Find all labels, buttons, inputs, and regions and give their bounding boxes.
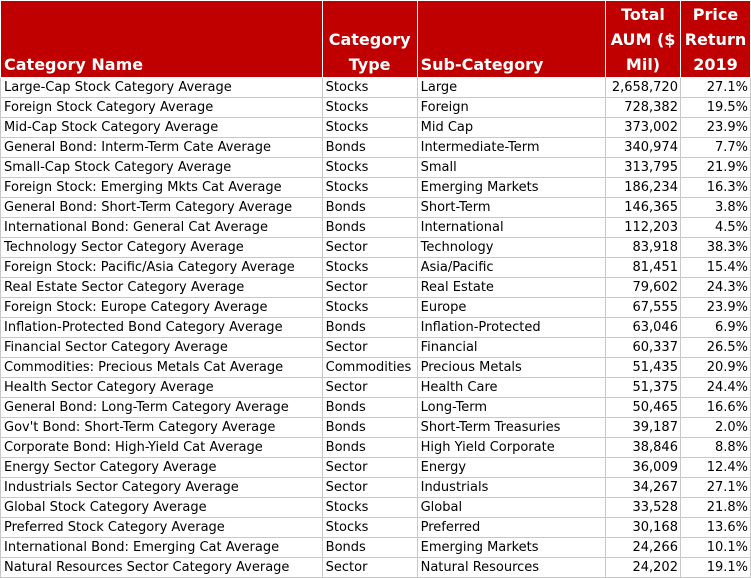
cell-category-name: Foreign Stock: Emerging Mkts Cat Average	[1, 178, 323, 198]
cell-sub-category: High Yield Corporate	[417, 438, 605, 458]
table-row	[1, 518, 751, 538]
cell-total-aum: 51,435	[606, 358, 681, 378]
cell-sub-category: Financial	[417, 338, 605, 358]
cell-sub-category: Industrials	[417, 478, 605, 498]
header-row	[1, 1, 751, 78]
cell-category-type: Bonds	[322, 398, 417, 418]
cell-category-name: Foreign Stock Category Average	[1, 98, 323, 118]
cell-sub-category: Precious Metals	[417, 358, 605, 378]
cell-category-type: Stocks	[322, 258, 417, 278]
cell-price-return: 13.6%	[680, 518, 750, 538]
table-row	[1, 358, 751, 378]
cell-category-name: Small-Cap Stock Category Average	[1, 158, 323, 178]
cell-price-return: 2.0%	[680, 418, 750, 438]
cell-price-return: 21.8%	[680, 498, 750, 518]
cell-total-aum: 24,202	[606, 558, 681, 578]
cell-total-aum: 2,658,720	[606, 78, 681, 98]
cell-total-aum: 24,266	[606, 538, 681, 558]
cell-category-type: Bonds	[322, 138, 417, 158]
cell-total-aum: 373,002	[606, 118, 681, 138]
cell-category-name: Global Stock Category Average	[1, 498, 323, 518]
cell-price-return: 16.6%	[680, 398, 750, 418]
cell-sub-category: Emerging Markets	[417, 538, 605, 558]
cell-sub-category: Natural Resources	[417, 558, 605, 578]
cell-price-return: 21.9%	[680, 158, 750, 178]
cell-sub-category: Asia/Pacific	[417, 258, 605, 278]
cell-sub-category: Short-Term	[417, 198, 605, 218]
table-row	[1, 78, 751, 98]
table-row	[1, 198, 751, 218]
cell-category-type: Sector	[322, 378, 417, 398]
cell-category-name: International Bond: General Cat Average	[1, 218, 323, 238]
header-total-aum	[606, 1, 681, 78]
cell-category-name: General Bond: Interm-Term Cate Average	[1, 138, 323, 158]
table-row	[1, 318, 751, 338]
cell-total-aum: 63,046	[606, 318, 681, 338]
cell-category-name: Inflation-Protected Bond Category Average	[1, 318, 323, 338]
cell-category-name: Gov't Bond: Short-Term Category Average	[1, 418, 323, 438]
table-body	[1, 78, 751, 578]
header-sub-category	[417, 1, 605, 78]
cell-category-name: Health Sector Category Average	[1, 378, 323, 398]
cell-total-aum: 112,203	[606, 218, 681, 238]
cell-price-return: 20.9%	[680, 358, 750, 378]
cell-category-name: Commodities: Precious Metals Cat Average	[1, 358, 323, 378]
cell-category-type: Bonds	[322, 418, 417, 438]
cell-category-type: Sector	[322, 238, 417, 258]
cell-price-return: 19.1%	[680, 558, 750, 578]
cell-category-type: Stocks	[322, 158, 417, 178]
header-total-aum-line2: AUM ($	[610, 30, 676, 49]
cell-category-type: Sector	[322, 338, 417, 358]
cell-category-type: Stocks	[322, 178, 417, 198]
cell-category-type: Commodities	[322, 358, 417, 378]
cell-price-return: 27.1%	[680, 78, 750, 98]
cell-sub-category: Preferred	[417, 518, 605, 538]
cell-total-aum: 83,918	[606, 238, 681, 258]
table-row	[1, 278, 751, 298]
header-total-aum-line1: Total	[621, 5, 665, 24]
cell-sub-category: Intermediate-Term	[417, 138, 605, 158]
cell-sub-category: Inflation-Protected	[417, 318, 605, 338]
cell-total-aum: 38,846	[606, 438, 681, 458]
cell-category-type: Bonds	[322, 538, 417, 558]
cell-price-return: 3.8%	[680, 198, 750, 218]
cell-category-name: Technology Sector Category Average	[1, 238, 323, 258]
cell-category-type: Stocks	[322, 78, 417, 98]
cell-price-return: 8.8%	[680, 438, 750, 458]
cell-total-aum: 33,528	[606, 498, 681, 518]
cell-category-name: Large-Cap Stock Category Average	[1, 78, 323, 98]
header-price-return-line3: 2019	[693, 55, 738, 74]
cell-category-type: Sector	[322, 558, 417, 578]
cell-sub-category: Foreign	[417, 98, 605, 118]
cell-sub-category: Small	[417, 158, 605, 178]
cell-price-return: 19.5%	[680, 98, 750, 118]
cell-category-type: Bonds	[322, 318, 417, 338]
header-category-name-text: Category Name	[4, 55, 144, 74]
cell-total-aum: 67,555	[606, 298, 681, 318]
cell-sub-category: Emerging Markets	[417, 178, 605, 198]
table-row	[1, 218, 751, 238]
cell-price-return: 26.5%	[680, 338, 750, 358]
cell-sub-category: Global	[417, 498, 605, 518]
cell-sub-category: Long-Term	[417, 398, 605, 418]
cell-category-name: Foreign Stock: Europe Category Average	[1, 298, 323, 318]
cell-category-type: Bonds	[322, 198, 417, 218]
cell-price-return: 16.3%	[680, 178, 750, 198]
table-row	[1, 458, 751, 478]
cell-category-name: General Bond: Long-Term Category Average	[1, 398, 323, 418]
table-row	[1, 258, 751, 278]
table-row	[1, 298, 751, 318]
cell-category-name: Foreign Stock: Pacific/Asia Category Average	[1, 258, 323, 278]
table-row	[1, 478, 751, 498]
cell-total-aum: 36,009	[606, 458, 681, 478]
table-row	[1, 498, 751, 518]
cell-category-name: Energy Sector Category Average	[1, 458, 323, 478]
cell-total-aum: 34,267	[606, 478, 681, 498]
cell-category-name: Mid-Cap Stock Category Average	[1, 118, 323, 138]
cell-price-return: 12.4%	[680, 458, 750, 478]
cell-sub-category: Mid Cap	[417, 118, 605, 138]
cell-sub-category: Real Estate	[417, 278, 605, 298]
cell-price-return: 10.1%	[680, 538, 750, 558]
cell-total-aum: 146,365	[606, 198, 681, 218]
cell-price-return: 23.9%	[680, 298, 750, 318]
cell-category-type: Stocks	[322, 98, 417, 118]
cell-total-aum: 81,451	[606, 258, 681, 278]
cell-category-name: Real Estate Sector Category Average	[1, 278, 323, 298]
cell-category-type: Sector	[322, 478, 417, 498]
cell-total-aum: 186,234	[606, 178, 681, 198]
header-category-name	[1, 1, 323, 78]
table-row	[1, 338, 751, 358]
header-price-return	[680, 1, 750, 78]
header-category-type-line1: Category	[328, 30, 411, 49]
table-row	[1, 558, 751, 578]
header-price-return-line1: Price	[692, 5, 739, 24]
table-row	[1, 418, 751, 438]
cell-category-name: Financial Sector Category Average	[1, 338, 323, 358]
table-row	[1, 138, 751, 158]
header-total-aum-line3: Mil)	[625, 55, 661, 74]
cell-category-name: Preferred Stock Category Average	[1, 518, 323, 538]
cell-category-name: Corporate Bond: High-Yield Cat Average	[1, 438, 323, 458]
cell-total-aum: 313,795	[606, 158, 681, 178]
table-row	[1, 438, 751, 458]
table-row	[1, 118, 751, 138]
table-row	[1, 98, 751, 118]
cell-sub-category: Energy	[417, 458, 605, 478]
cell-category-name: Industrials Sector Category Average	[1, 478, 323, 498]
cell-category-type: Bonds	[322, 218, 417, 238]
cell-total-aum: 60,337	[606, 338, 681, 358]
cell-category-name: General Bond: Short-Term Category Average	[1, 198, 323, 218]
cell-price-return: 6.9%	[680, 318, 750, 338]
header-category-type	[322, 1, 417, 78]
cell-total-aum: 30,168	[606, 518, 681, 538]
cell-price-return: 38.3%	[680, 238, 750, 258]
cell-price-return: 15.4%	[680, 258, 750, 278]
cell-price-return: 27.1%	[680, 478, 750, 498]
cell-total-aum: 79,602	[606, 278, 681, 298]
cell-price-return: 4.5%	[680, 218, 750, 238]
header-category-type-line2: Type	[348, 55, 391, 74]
cell-category-type: Bonds	[322, 438, 417, 458]
cell-total-aum: 50,465	[606, 398, 681, 418]
cell-category-type: Stocks	[322, 118, 417, 138]
cell-price-return: 23.9%	[680, 118, 750, 138]
table-row	[1, 538, 751, 558]
cell-category-name: International Bond: Emerging Cat Average	[1, 538, 323, 558]
cell-total-aum: 340,974	[606, 138, 681, 158]
table-row	[1, 158, 751, 178]
cell-total-aum: 728,382	[606, 98, 681, 118]
header-sub-category-text: Sub-Category	[420, 55, 544, 74]
cell-category-type: Sector	[322, 458, 417, 478]
cell-sub-category: International	[417, 218, 605, 238]
cell-category-name: Natural Resources Sector Category Average	[1, 558, 323, 578]
cell-category-type: Sector	[322, 278, 417, 298]
cell-sub-category: Technology	[417, 238, 605, 258]
cell-category-type: Stocks	[322, 298, 417, 318]
table-row	[1, 238, 751, 258]
cell-sub-category: Europe	[417, 298, 605, 318]
cell-category-type: Stocks	[322, 518, 417, 538]
table-row	[1, 178, 751, 198]
cell-sub-category: Short-Term Treasuries	[417, 418, 605, 438]
table-row	[1, 398, 751, 418]
header-price-return-line2: Return	[684, 30, 747, 49]
cell-price-return: 24.4%	[680, 378, 750, 398]
cell-total-aum: 51,375	[606, 378, 681, 398]
cell-price-return: 7.7%	[680, 138, 750, 158]
table-row	[1, 378, 751, 398]
cell-sub-category: Health Care	[417, 378, 605, 398]
cell-category-type: Stocks	[322, 498, 417, 518]
cell-sub-category: Large	[417, 78, 605, 98]
cell-total-aum: 39,187	[606, 418, 681, 438]
cell-price-return: 24.3%	[680, 278, 750, 298]
